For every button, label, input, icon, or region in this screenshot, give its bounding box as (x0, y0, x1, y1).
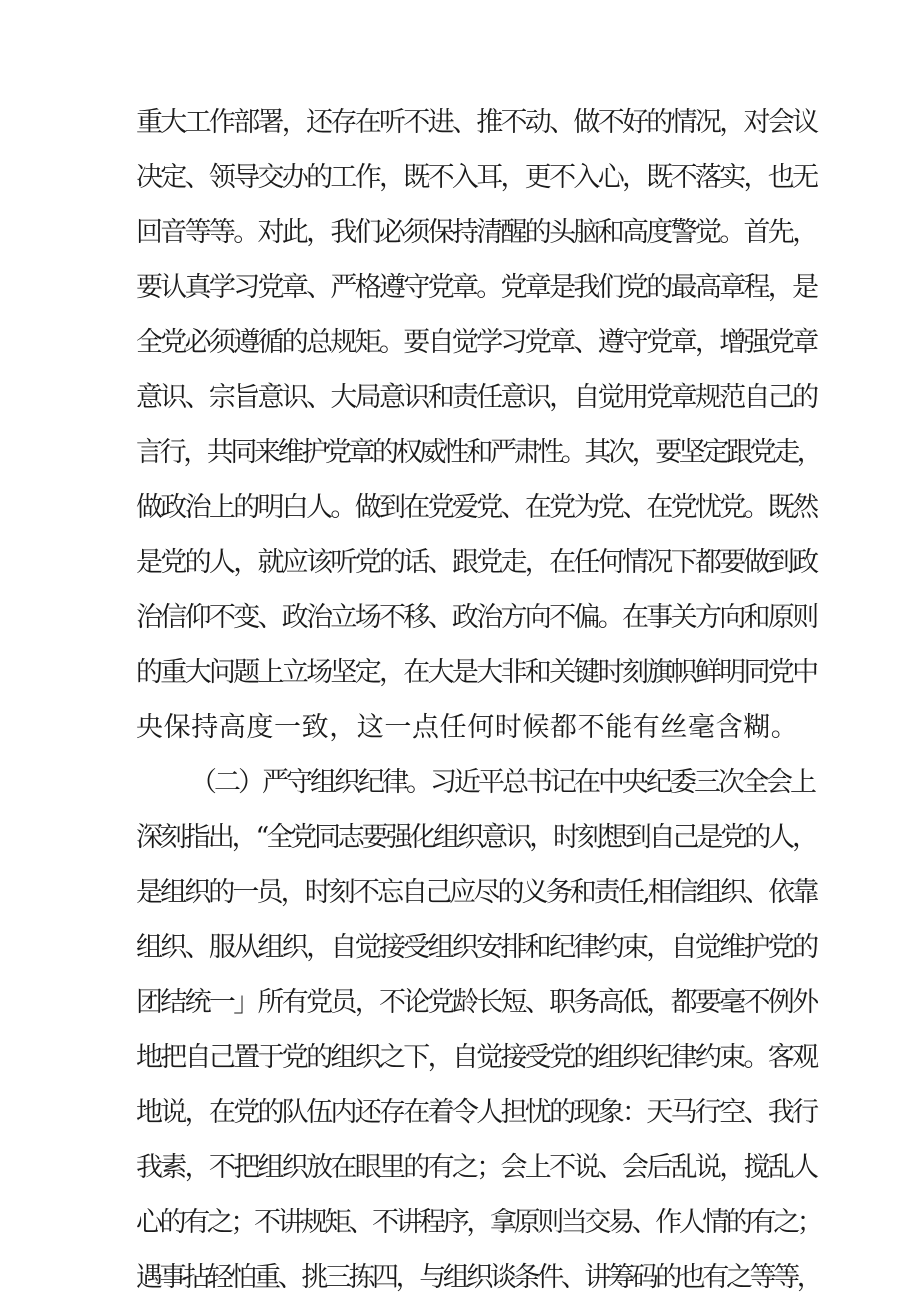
section-heading-line: （二）严守组织纪律。习近平总书记在中央纪委三次全会上 (190, 767, 814, 798)
text-line: 是组织的一员，时刻不忘自己应尽的义务和责任,相信组织、依靠 (136, 877, 817, 908)
text-line: 要认真学习党章、严格遵守党章。党章是我们党的最高章程，是 (136, 272, 817, 303)
text-line: 做政治上的明白人。做到在党爱党、在党为党、在党忧党。既然 (136, 492, 817, 523)
text-line: 治信仰不变、政治立场不移、政治方向不偏。在事关方向和原则 (136, 602, 817, 633)
text-line: 深刻指出，“全党同志要强化组织意识，时刻想到自己是党的人， (136, 822, 816, 853)
text-line: 意识、宗旨意识、大局意识和责任意识，自觉用党章规范自己的 (136, 382, 817, 413)
text-line: 央保持高度一致，这一点任何时候都不能有丝毫含糊。 (136, 712, 799, 743)
text-line: 团结统一」所有党员，不论党龄长短、职务高低，都要毫不例外 (136, 987, 817, 1018)
text-line: 的重大问题上立场坚定，在大是大非和关键时刻旗帜鲜明同党中 (136, 657, 817, 688)
text-line: 地说，在党的队伍内还存在着令人担忧的现象：天马行空、我行 (136, 1097, 817, 1128)
text-line: 我素，不把组织放在眼里的有之；会上不说、会后乱说，搅乱人 (136, 1152, 817, 1183)
text-line: 言行，共同来维护党章的权威性和严肃性。其次，要坚定跟党走， (136, 437, 821, 468)
text-line: 是党的人，就应该听党的话、跟党走，在任何情况下都要做到政 (136, 547, 817, 578)
text-line: 回音等等。对此，我们必须保持清醒的头脑和高度警觉。首先， (136, 217, 817, 248)
text-line: 全党必须遵循的总规矩。要自觉学习党章、遵守党章，增强党章 (136, 327, 817, 358)
text-line: 组织、服从组织，自觉接受组织安排和纪律约束，自觉维护党的 (136, 932, 817, 963)
text-line: 重大工作部署，还存在听不进、推不动、做不好的情况，对会议 (136, 107, 817, 138)
text-line: 地把自己置于党的组织之下，自觉接受党的组织纪律约束。客观 (136, 1042, 817, 1073)
text-line: 遇事拈轻怕重、挑三拣四，与组织谈条件、讲筹码的也有之等等， (136, 1262, 821, 1293)
text-line: 决定、领导交办的工作，既不入耳，更不入心，既不落实，也无 (136, 162, 817, 193)
text-line: 心的有之；不讲规矩、不讲程序，拿原则当交易、作人情的有之； (136, 1207, 821, 1238)
